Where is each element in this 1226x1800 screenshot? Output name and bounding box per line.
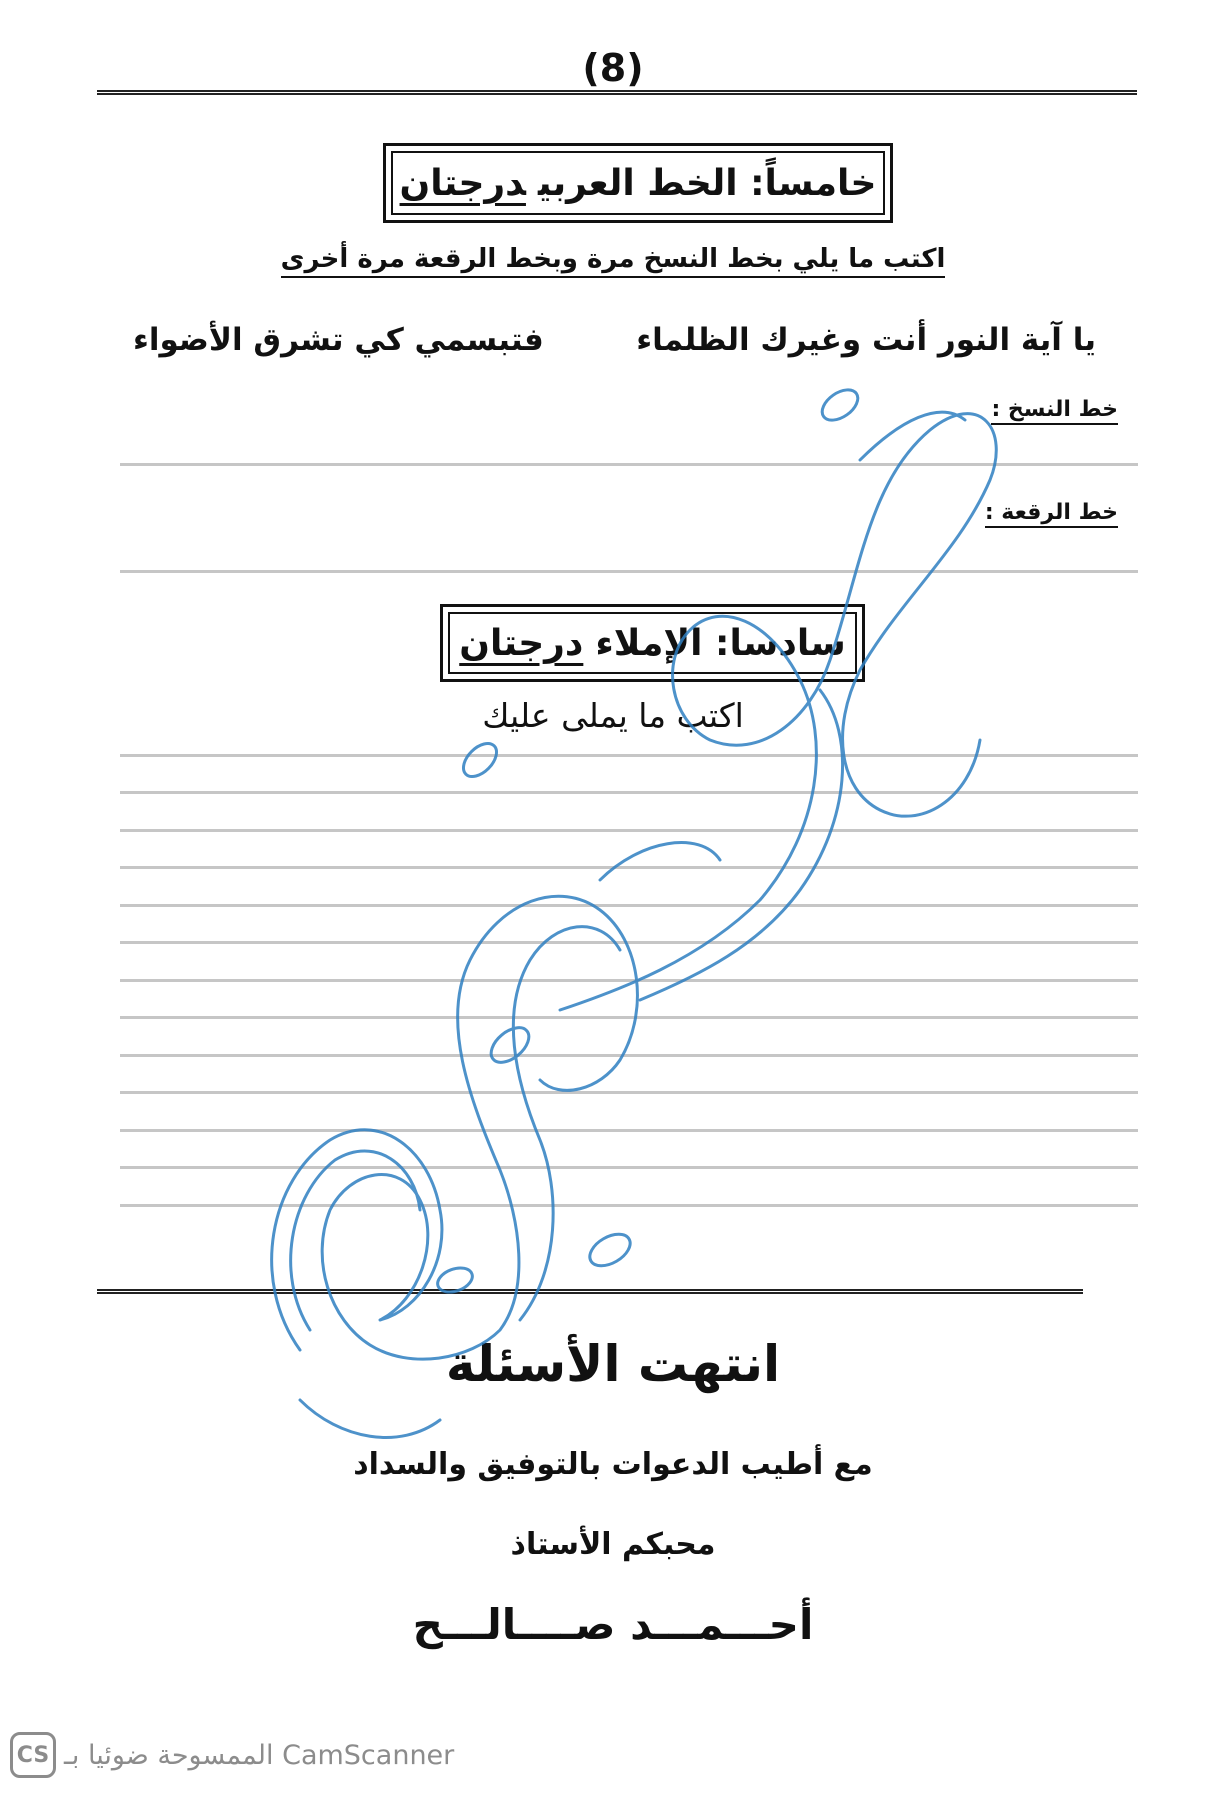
naskh-label: خط النسخ : [991,397,1118,422]
ruqah-label: خط الرقعة : [985,500,1118,525]
section6-title-text: سادسا: الإملاء [595,622,846,664]
blessing-text: مع أطيب الدعوات بالتوفيق والسداد [353,1447,873,1482]
camscanner-label: الممسوحة ضوئيا بـ CamScanner [64,1740,455,1771]
page-number: (8) [582,46,644,90]
verse-first-hemistich: يا آية النور أنت وغيرك الظلماء [636,322,1096,358]
section6-instruction: اكتب ما يملى عليك [482,696,744,735]
end-of-questions: انتهت الأسئلة [445,1335,781,1393]
camscanner-logo: CS [10,1732,56,1778]
section5-title-text: خامساً: الخط العربي [537,162,877,204]
teacher-name: أحـــمـــد صــــالـــح [412,1600,814,1649]
verse-second-hemistich: فتبسمي كي تشرق الأضواء [133,322,544,358]
teacher-label: محبكم الأستاذ [510,1527,716,1562]
section5-instruction-text: اكتب ما يلي بخط النسخ مرة وبخط الرقعة مرة أخرى [281,244,946,278]
section5-grade: درجتان [399,162,526,204]
section6-grade: درجتان [459,622,584,664]
